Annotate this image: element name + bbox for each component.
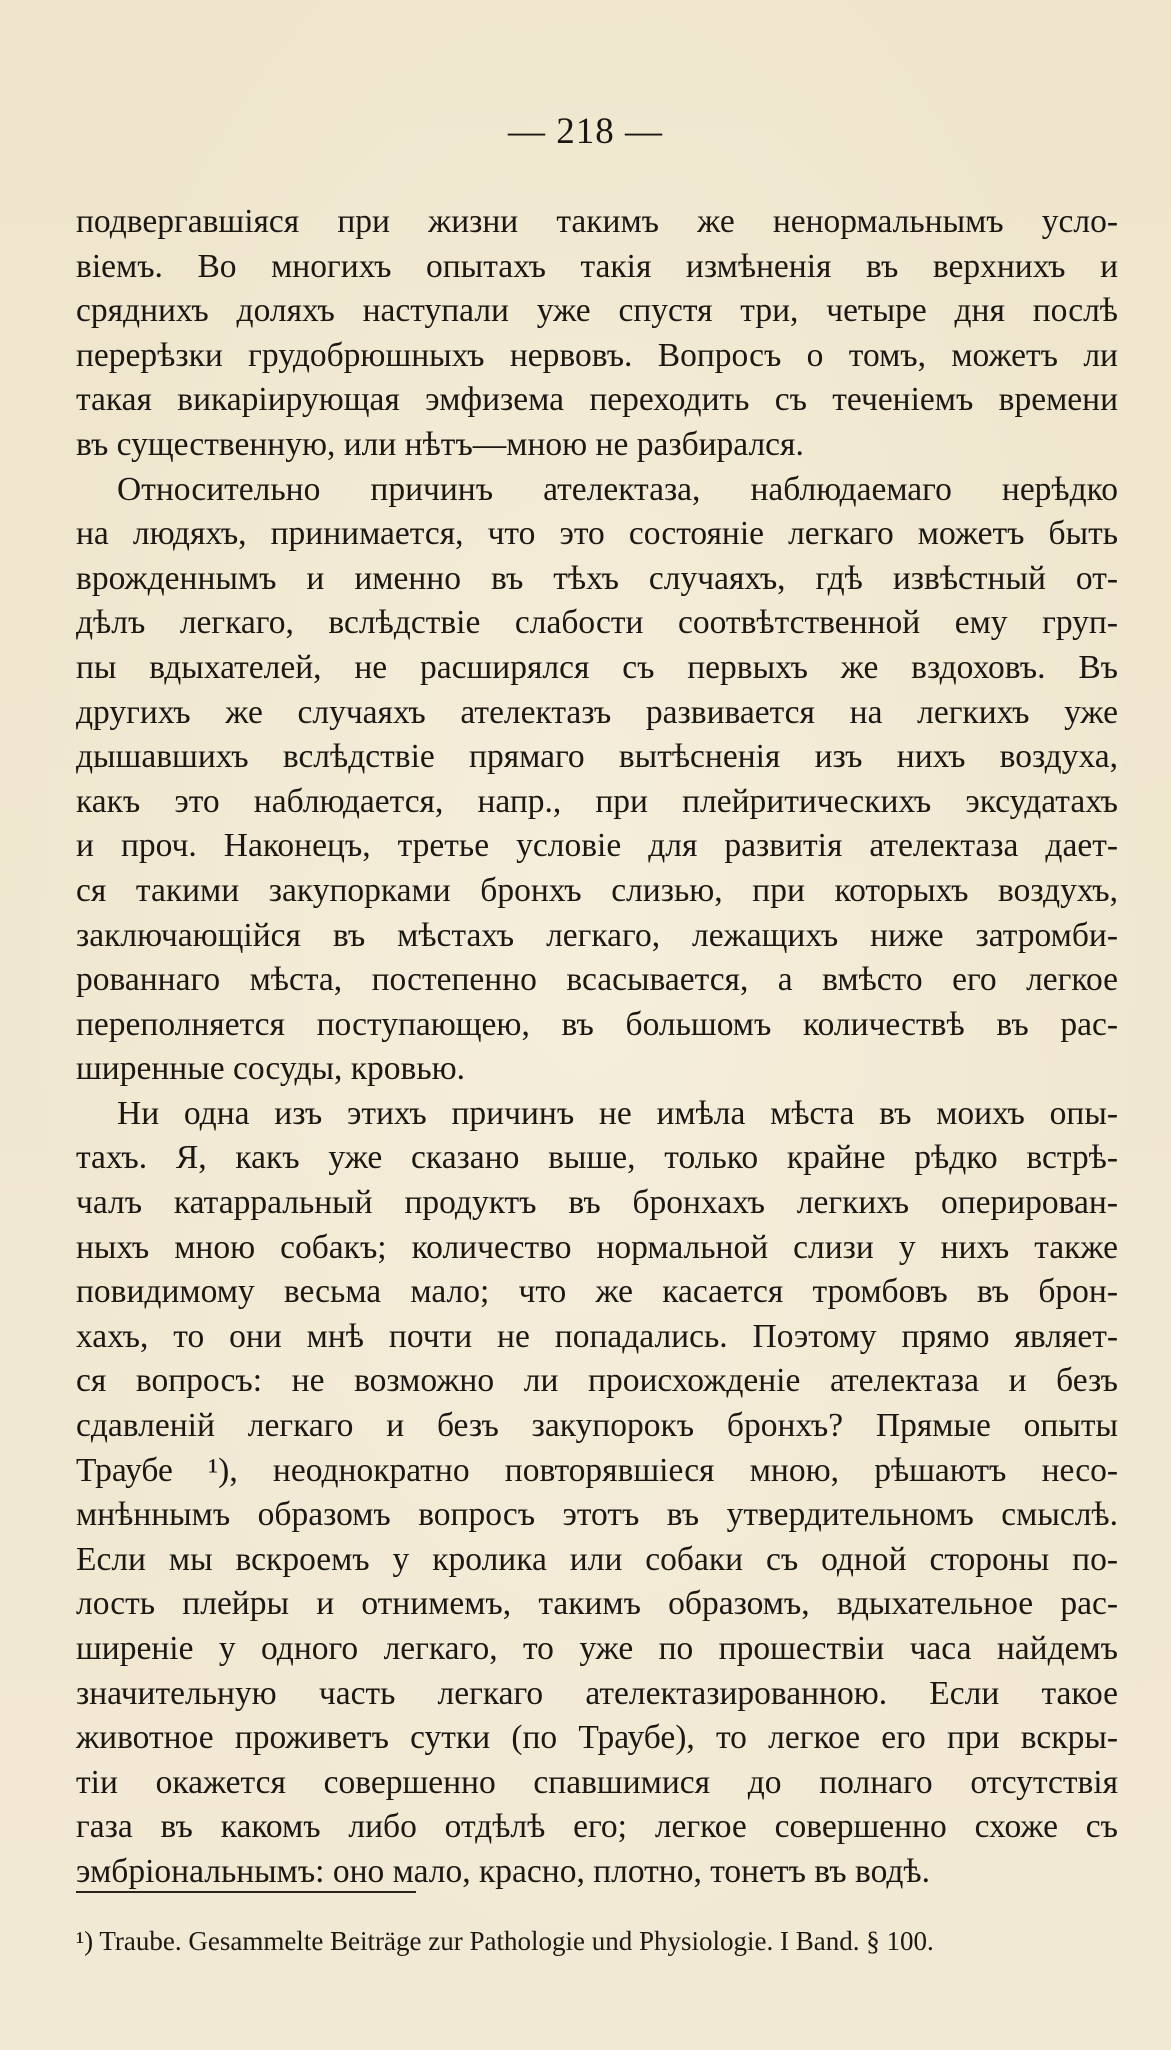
text-line: значительную часть легкаго ателектазированною. Если такое (76, 1674, 1118, 1712)
footnote: ¹) Traube. Gesammelte Beiträge zur Pathologie und Physiologie. I Band. § 100. (76, 1926, 934, 1956)
text-line: мнѣннымъ образомъ вопросъ этотъ въ утвердительномъ смыслѣ. (76, 1496, 1118, 1534)
text-line: Ни одна изъ этихъ причинъ не имѣла мѣста въ моихъ опы- (117, 1094, 1118, 1132)
text-line: сряднихъ доляхъ наступали уже спустя три, четыре дня послѣ (76, 292, 1118, 330)
text-line: ныхъ мною собакъ; количество нормальной слизи у нихъ также (76, 1228, 1118, 1266)
text-line: другихъ же случаяхъ ателектазъ развивается на легкихъ уже (76, 693, 1118, 731)
paragraph-3 (76, 1092, 1118, 1895)
text-line: тіи окажется совершенно спавшимися до полнаго отсутствія (76, 1763, 1118, 1801)
text-line: ширенные сосуды, кровью. (76, 1050, 466, 1088)
text-line: Если мы вскроемъ у кролика или собаки съ одной стороны по- (76, 1540, 1118, 1578)
paragraph-1 (76, 200, 1118, 468)
text-line: Траубе ¹), неоднократно повторявшіеся мною, рѣшаютъ несо- (76, 1451, 1118, 1489)
paragraph-2 (76, 468, 1118, 1092)
text-line: хахъ, то они мнѣ почти не попадались. Поэтому прямо являет- (76, 1317, 1118, 1355)
text-line: чалъ катарральный продуктъ въ бронхахъ легкихъ оперирован- (76, 1184, 1118, 1222)
text-line: дышавшихъ вслѣдствіе прямаго вытѣсненія изъ нихъ воздуха, (76, 738, 1118, 776)
text-line: животное проживетъ сутки (по Траубе), то легкое его при вскры- (76, 1719, 1118, 1757)
text-line: повидимому весьма мало; что же касается тромбовъ въ брон- (76, 1273, 1118, 1311)
text-line: и проч. Наконецъ, третье условіе для развитія ателектаза дает- (76, 827, 1118, 865)
text-line: перерѣзки грудобрюшныхъ нервовъ. Вопросъ о томъ, можетъ ли (76, 336, 1118, 374)
text-line: какъ это наблюдается, напр., при плейритическихъ эксудатахъ (76, 782, 1118, 820)
text-line: такая викаріирующая эмфизема переходить съ теченіемъ времени (76, 381, 1118, 419)
text-line: ся вопросъ: не возможно ли происхожденіе ателектаза и безъ (76, 1362, 1118, 1400)
text-line: эмбріональнымъ: оно мало, красно, плотно, тонетъ въ водѣ. (76, 1852, 930, 1890)
body-text (76, 200, 1118, 1895)
text-line: ся такими закупорками бронхъ слизью, при которыхъ воздухъ, (76, 871, 1118, 909)
text-line: рованнаго мѣста, постепенно всасывается, а вмѣсто его легкое (76, 961, 1118, 999)
text-line: сдавленій легкаго и безъ закупорокъ бронхъ? Прямые опыты (76, 1407, 1118, 1445)
text-line: врожденнымъ и именно въ тѣхъ случаяхъ, гдѣ извѣстный от- (76, 559, 1118, 597)
text-line: заключающійся въ мѣстахъ легкаго, лежащихъ ниже затромби- (76, 916, 1118, 954)
text-line: газа въ какомъ либо отдѣлѣ его; легкое совершенно схоже съ (76, 1808, 1118, 1846)
text-line: подвергавшіяся при жизни такимъ же ненормальнымъ усло- (76, 203, 1118, 240)
text-line: віемъ. Во многихъ опытахъ такія измѣненія въ верхнихъ и (76, 247, 1118, 285)
text-line: пы вдыхателей, не расширялся съ первыхъ же вздоховъ. Въ (76, 648, 1118, 686)
text-line: переполняется поступающею, въ большомъ количествѣ въ рас- (76, 1005, 1118, 1043)
text-line: въ существенную, или нѣтъ—мною не разбирался. (76, 425, 804, 463)
text-line: ширеніе у одного легкаго, то уже по прошествіи часа найдемъ (76, 1630, 1118, 1667)
text-line: на людяхъ, принимается, что это состояніе легкаго можетъ быть (76, 515, 1118, 553)
text-line: Относительно причинъ ателектаза, наблюдаемаго нерѣдко (117, 470, 1118, 508)
text-line: тахъ. Я, какъ уже сказано выше, только крайне рѣдко встрѣ- (76, 1139, 1118, 1177)
page-number: — 218 — (508, 111, 663, 152)
text-line: лость плейры и отнимемъ, такимъ образомъ, вдыхательное рас- (76, 1585, 1118, 1623)
text-line: дѣлъ легкаго, вслѣдствіе слабости соотвѣтственной ему груп- (76, 604, 1118, 642)
footnote-divider (76, 1891, 416, 1893)
